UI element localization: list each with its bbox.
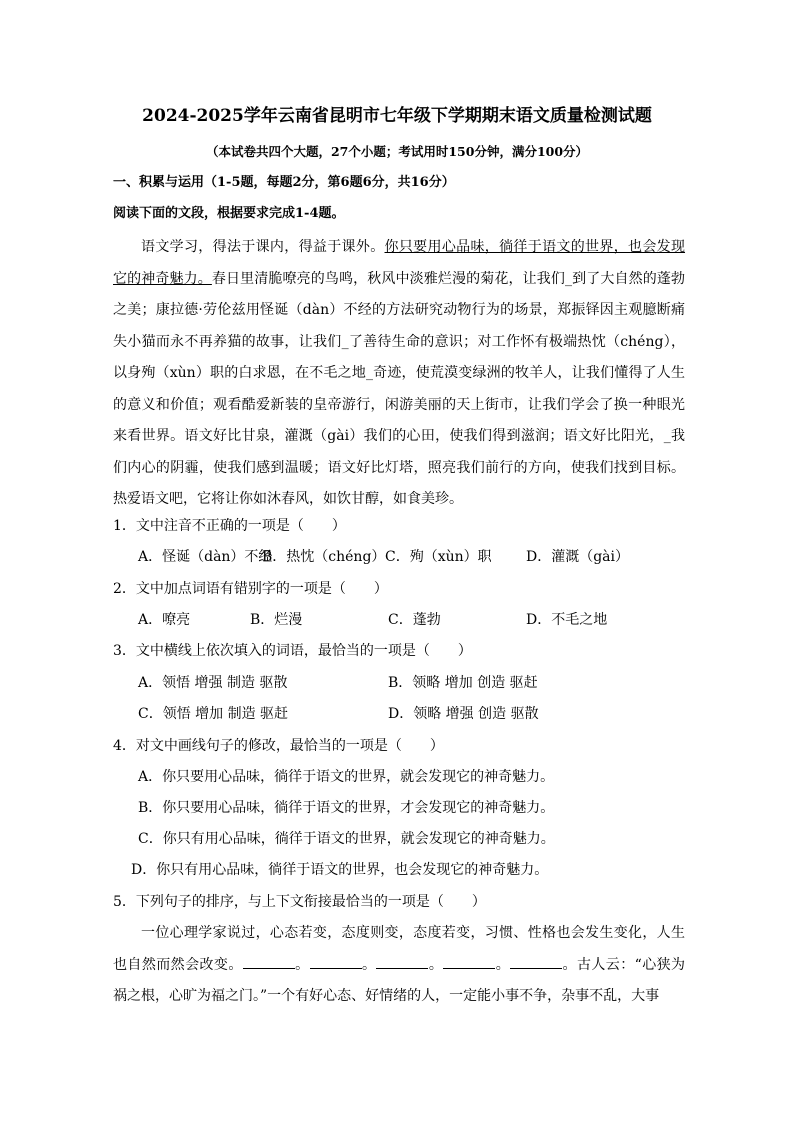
section-instruction: 阅读下面的文段，根据要求完成1-4题。 [113, 206, 345, 221]
exam-title: 2024-2025学年云南省昆明市七年级下学期期末语文质量检测试题 [142, 106, 652, 126]
question-3-option-c: C．领悟 增加 制造 驱赶 [138, 706, 289, 722]
question-2-option-c: C．蓬勃 [388, 612, 441, 628]
question-4-option-d: D．你只有用心品味，徜徉于语文的世界，也会发现它的神奇魅力。 [131, 862, 549, 878]
question-1-option-a: A．怪诞（dàn）不经 [138, 549, 273, 565]
section-heading: 一、积累与运用（1-5题，每题2分，第6题6分，共16分） [113, 175, 455, 190]
question-2-stem: 2．文中加点词语有错别字的一项是（ ） [113, 581, 388, 597]
question-2-option-b: B．烂漫 [250, 612, 303, 628]
question-1-option-d: D．灌溉（gài） [526, 549, 630, 565]
question-5-passage: 一位心理学家说过，心态若变，态度则变，态度若变，习惯、性格也会发生变化，人生也自然而然会改变。 。 。 。 。 。古人云：“心狭为祸之根，心旷为福之门。”一个有好心态、好情绪的人，一定能小事不争，杂事不乱，大事 [113, 925, 686, 1004]
reading-passage [113, 232, 685, 516]
q5-passage-start: 一位心理学家说过，心态若变，态度则变，态度若变，习惯、性格也会发生变化，人生也自然而然会改变。 [113, 925, 685, 973]
answer-blank-5[interactable] [510, 954, 562, 969]
question-1-option-b: B．热忱（chéng） [262, 549, 386, 565]
question-1-option-c: C．殉（xùn）职 [385, 549, 492, 565]
answer-blank-4[interactable] [443, 954, 495, 969]
question-3-option-d: D．领略 增强 创造 驱散 [388, 706, 539, 722]
question-2-option-d: D．不毛之地 [526, 612, 608, 628]
question-4-option-b: B．你只要用心品味，徜徉于语文的世界，才会发现它的神奇魅力。 [138, 800, 555, 816]
underlined-sentence: 你只要用心品味，徜徉于语文的世界，也会发现它的神奇魅力。 [113, 239, 686, 287]
question-5-stem: 5．下列句子的排序，与上下文衔接最恰当的一项是（ ） [113, 894, 486, 910]
passage-rest: 春日里清脆嘹亮的鸟鸣，秋风中淡雅烂漫的菊花，让我们_到了大自然的蓬勃之美；康拉德·劳伦兹用怪诞（dàn）不经的方法研究动物行为的场景，郑振铎因主观臆断痛失小猫而永不再养猫的故事，让我们_了善待生命的意识；对工作怀有极端热忱（chéng），以身殉（xùn）职的白求恩，在不毛之地_奇迹，使荒漠变绿洲的牧羊人，让我们懂得了人生的意义和价值；观看酷爱新装的皇帝游行，闲游美丽的天上街市，让我们学会了换一种眼光来看世界。语文好比甘泉，灌溉（gài）我们的心田，使我们得到滋润；语文好比阳光，_我们内心的阴霾，使我们感到温暖；语文好比灯塔，照亮我们前行的方向，使我们找到目标。热爱语文吧，它将让你如沐春风，如饮甘醇，如食美珍。 [113, 270, 685, 507]
question-1-stem: 1．文中注音不正确的一项是（ ） [113, 518, 346, 534]
question-4-option-c: C．你只有用心品味，徜徉于语文的世界，就会发现它的神奇魅力。 [138, 831, 555, 847]
answer-blank-3[interactable] [376, 954, 428, 969]
q5-passage-end: 古人云：“心狭为祸之根，心旷为福之门。”一个有好心态、好情绪的人，一定能小事不争，杂事不乱，大事 [113, 956, 686, 1004]
question-3-option-a: A．领悟 增强 制造 驱散 [138, 675, 288, 691]
question-2-option-a: A．嘹亮 [138, 612, 191, 628]
answer-blank-1[interactable] [243, 954, 295, 969]
question-3-option-b: B．领略 增加 创造 驱赶 [388, 675, 538, 691]
exam-subtitle: （本试卷共四个大题，27个小题；考试用时150分钟，满分100分） [205, 144, 589, 159]
passage-intro: 语文学习，得法于课内，得益于课外。 [141, 239, 385, 255]
question-3-stem: 3．文中横线上依次填入的词语，最恰当的一项是（ ） [113, 643, 472, 659]
question-4-option-a: A．你只要用心品味，徜徉于语文的世界，就会发现它的神奇魅力。 [138, 769, 555, 785]
question-4-stem: 4．对文中画线句子的修改，最恰当的一项是（ ） [113, 738, 444, 754]
answer-blank-2[interactable] [310, 954, 362, 969]
